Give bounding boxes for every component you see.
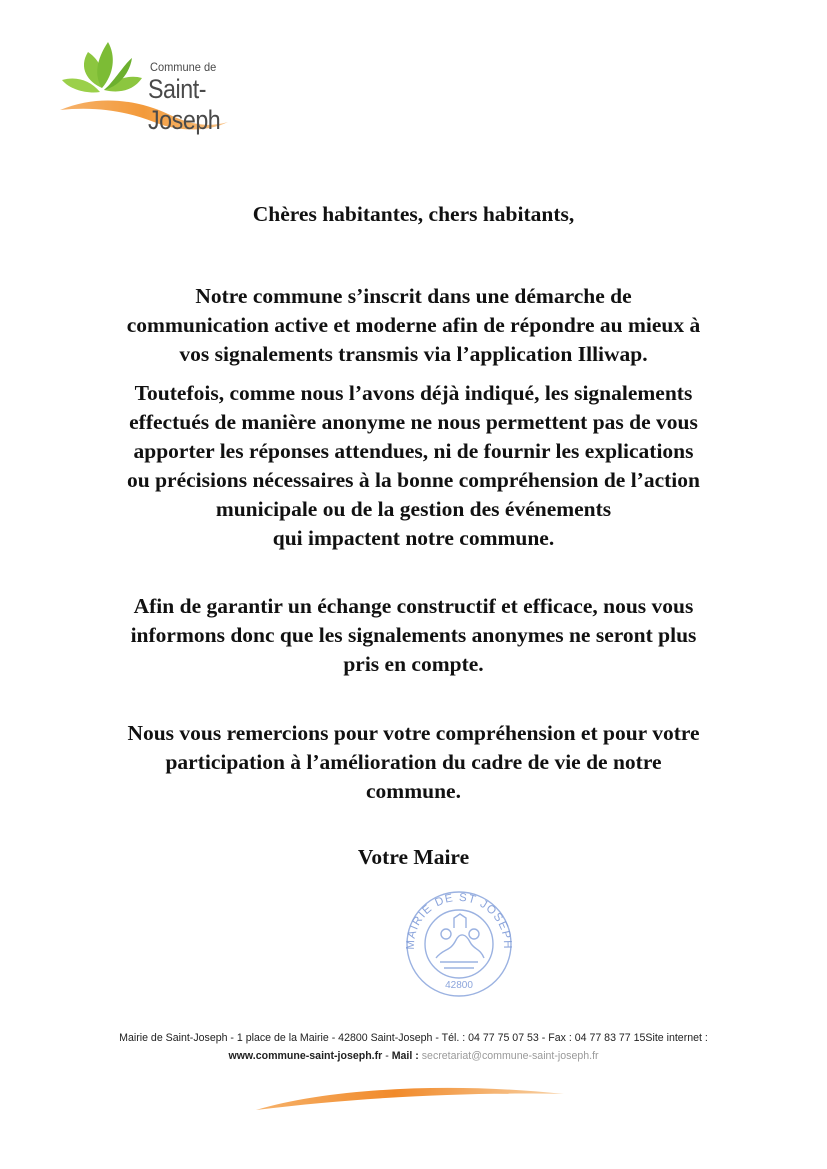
paragraph-line: effectués de manière anonyme ne nous permettent pas de vous: [129, 410, 698, 434]
logo-title: Saint-Joseph: [148, 74, 221, 135]
paragraph-line: ou précisions nécessaires à la bonne compréhension de l’action: [127, 468, 700, 492]
footer-swoosh: [250, 1080, 570, 1116]
paragraph-line: Afin de garantir un échange constructif et efficace, nous vous: [133, 594, 694, 618]
footer-mail-label: Mail :: [391, 1050, 419, 1062]
logo-subtitle: Commune de: [150, 60, 217, 74]
paragraph-line: qui impactent notre commune.: [272, 526, 555, 550]
paragraph-line: Toutefois, comme nous l’avons déjà indiqué, les signalements: [134, 381, 693, 405]
mairie-stamp: [400, 888, 518, 998]
paragraph-4: [70, 719, 757, 806]
paragraph-3: [70, 592, 757, 679]
paragraph-line: municipale ou de la gestion des événements: [215, 497, 612, 521]
svg-text:MAIRIE DE ST JOSEPH: [405, 892, 513, 950]
paragraph-line: communication active et moderne afin de répondre au mieux à: [126, 313, 701, 337]
footer-contact: www.commune-saint-joseph.fr - Mail : secretariat@commune-saint-joseph.fr: [228, 1050, 599, 1062]
paragraph-line: commune.: [366, 779, 461, 803]
paragraph-line: Nous vous remercions pour votre compréhension et pour votre: [127, 721, 700, 745]
paragraph-line: participation à l’amélioration du cadre de vie de notre: [165, 750, 662, 774]
paragraph-line: apporter les réponses attendues, ni de fournir les explications: [133, 439, 694, 463]
paragraph-line: pris en compte.: [343, 652, 484, 676]
stamp-seal-icon: [400, 888, 518, 998]
paragraph-line: informons donc que les signalements anonymes ne seront plus: [130, 623, 697, 647]
stamp-code: 42800: [445, 980, 473, 991]
paragraph-1: [70, 282, 757, 369]
stamp-text: MAIRIE DE ST JOSEPH: [404, 891, 514, 950]
footer-address: Mairie de Saint-Joseph - 1 place de la Mairie - 42800 Saint-Joseph - Tél. : 04 77 75 07 53 - Fax : 04 77 83 77 15Site internet :: [119, 1032, 708, 1044]
footer-mail[interactable]: secretariat@commune-saint-joseph.fr: [421, 1050, 599, 1062]
paragraph-line: Notre commune s’inscrit dans une démarche de: [195, 284, 632, 308]
footer-website[interactable]: www.commune-saint-joseph.fr: [228, 1050, 383, 1062]
paragraph-line: vos signalements transmis via l’application Illiwap.: [179, 342, 648, 366]
commune-logo: [58, 36, 298, 136]
signature: Votre Maire: [357, 845, 470, 869]
paragraph-2: [70, 379, 757, 553]
salutation: Chères habitantes, chers habitants,: [252, 202, 575, 226]
